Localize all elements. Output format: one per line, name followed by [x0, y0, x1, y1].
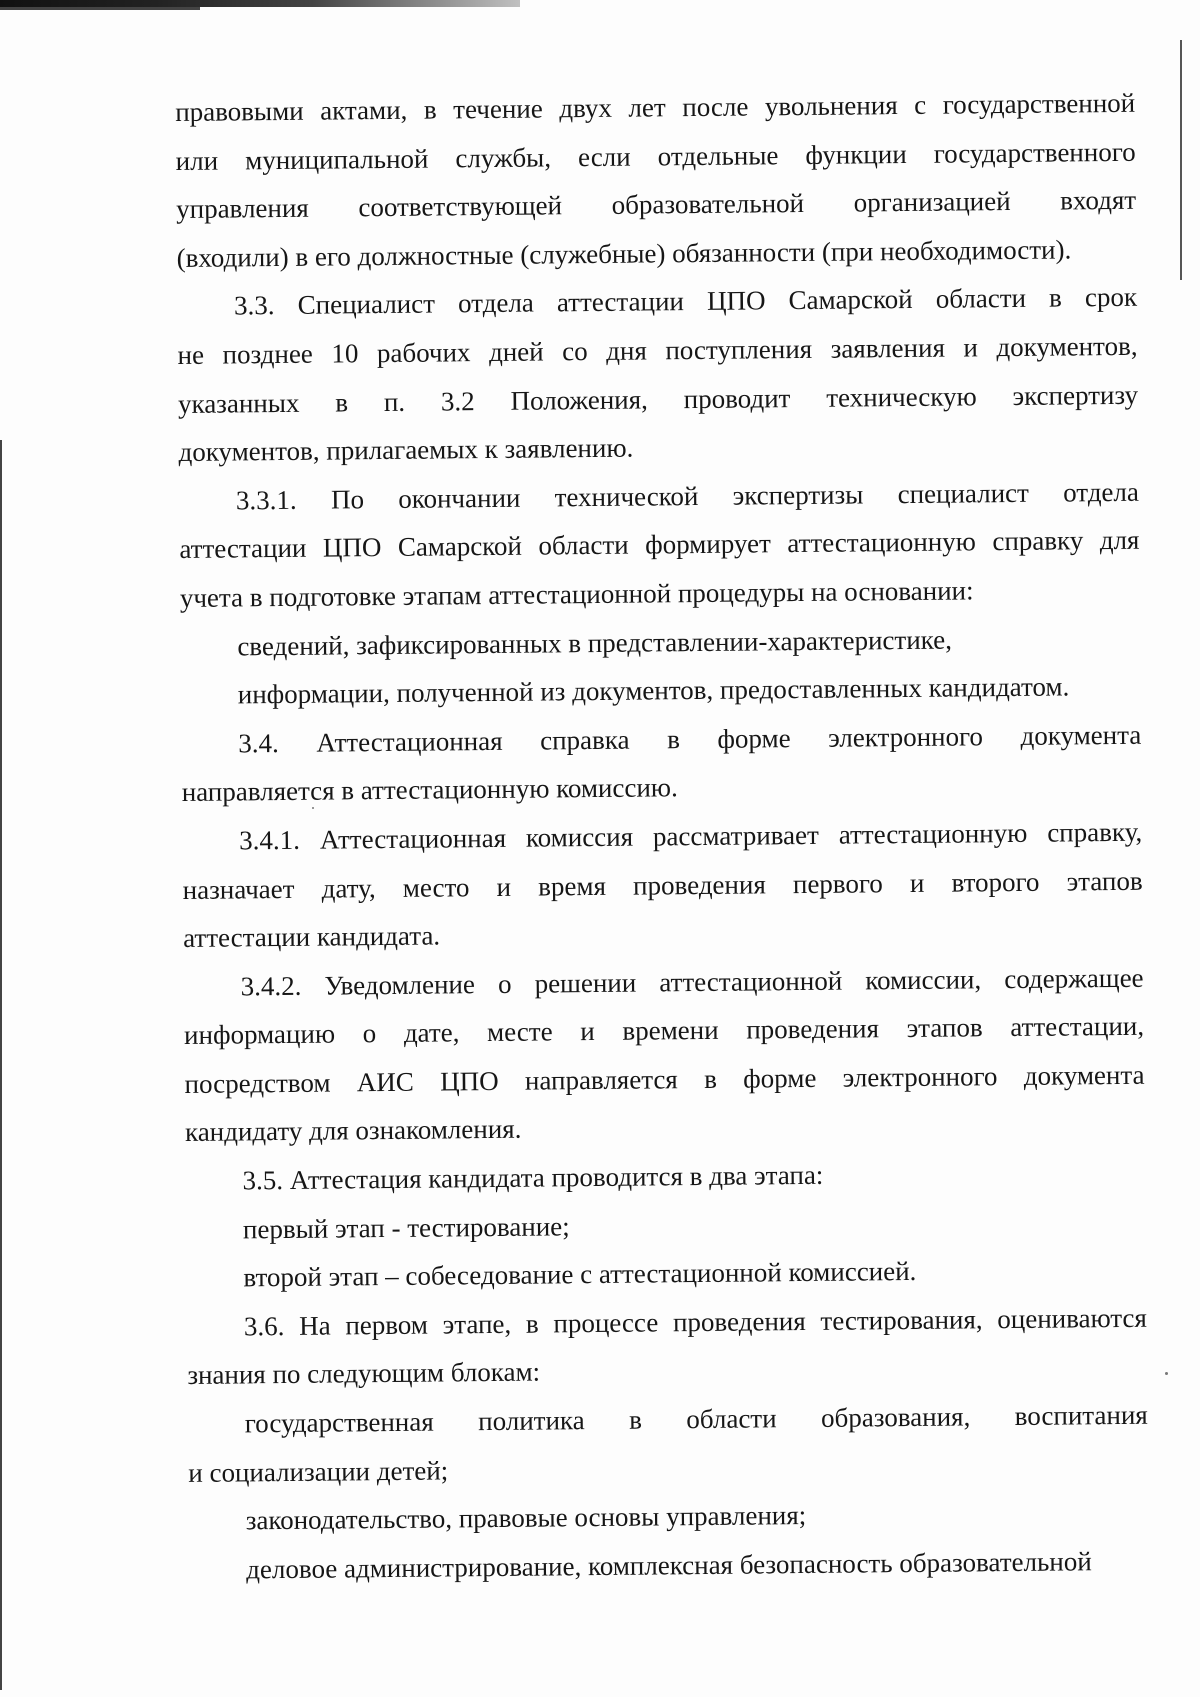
- scan-edge-mark-left: [0, 440, 2, 1690]
- text-line: учета в подготовке этапам аттестационной процедуры на основании:: [179, 575, 974, 613]
- list-item: первый этап - тестирование;: [242, 1210, 570, 1245]
- text-line: аттестации кандидата.: [183, 920, 441, 954]
- paragraph-start-3-4-1: 3.4.1. Аттестационная комиссия рассматривает аттестационную справку,: [239, 816, 1143, 856]
- text-line: или муниципальной службы, если отдельные функции государственного: [175, 136, 1136, 176]
- scan-speck: [1165, 1372, 1168, 1375]
- text-line: информацию о дате, месте и времени проведения этапов аттестации,: [183, 1011, 1145, 1051]
- text-line: кандидату для ознакомления.: [184, 1114, 522, 1148]
- text-line: посредством АИС ЦПО направляется в форме электронного документа: [184, 1059, 1145, 1099]
- text-line: и социализации детей;: [188, 1455, 449, 1488]
- paragraph-start-3-6: 3.6. На первом этапе, в процессе проведения тестирования, оцениваются: [243, 1302, 1147, 1342]
- paragraph-start-3-4-2: 3.4.2. Уведомление о решении аттестационной комиссии, содержащее: [240, 962, 1144, 1002]
- paragraph-start-3-3-1: 3.3.1. По окончании технической экспертизы специалист отдела: [235, 476, 1140, 516]
- list-item: деловое администрирование, комплексная безопасность образовательной: [246, 1546, 1092, 1585]
- scan-edge-shadow-thin: [0, 7, 200, 10]
- text-line: знания по следующим блокам:: [187, 1356, 541, 1391]
- document-body: [175, 79, 1149, 1595]
- paragraph-start-3-3: 3.3. Специалист отдела аттестации ЦПО Самарской области в срок: [233, 282, 1138, 321]
- text-line: не позднее 10 рабочих дней со дня поступления заявления и документов,: [177, 330, 1138, 370]
- list-item: законодательство, правовые основы управления;: [245, 1500, 807, 1536]
- list-item: государственная политика в области образования, воспитания: [244, 1399, 1148, 1439]
- text-line: правовыми актами, в течение двух лет после увольнения с государственной: [175, 87, 1136, 127]
- text-line: аттестации ЦПО Самарской области формирует аттестационную справку для: [179, 525, 1140, 565]
- text-line: управления соответствующей образовательной организацией входят: [176, 184, 1137, 225]
- list-item: второй этап – собеседование с аттестационной комиссией.: [243, 1256, 917, 1293]
- scan-edge-shadow: [0, 0, 520, 7]
- text-line: документов, прилагаемых к заявлению.: [178, 432, 634, 468]
- list-item: сведений, зафиксированных в представлении-характеристике,: [237, 624, 953, 661]
- text-line: направляется в аттестационную комиссию.: [181, 772, 678, 808]
- text-line: (входили) в его должностные (служебные) обязанности (при необходимости).: [176, 234, 1072, 273]
- scan-edge-mark-right: [1180, 40, 1182, 280]
- list-item: информации, полученной из документов, предоставленных кандидатом.: [237, 671, 1070, 710]
- paragraph-start-3-5: 3.5. Аттестация кандидата проводится в два этапа:: [242, 1159, 824, 1196]
- text-line: указанных в п. 3.2 Положения, проводит техническую экспертизу: [177, 379, 1139, 419]
- text-line: назначает дату, место и время проведения первого и второго этапов: [182, 865, 1143, 905]
- paragraph-start-3-4: 3.4. Аттестационная справка в форме электронного документа: [238, 719, 1142, 759]
